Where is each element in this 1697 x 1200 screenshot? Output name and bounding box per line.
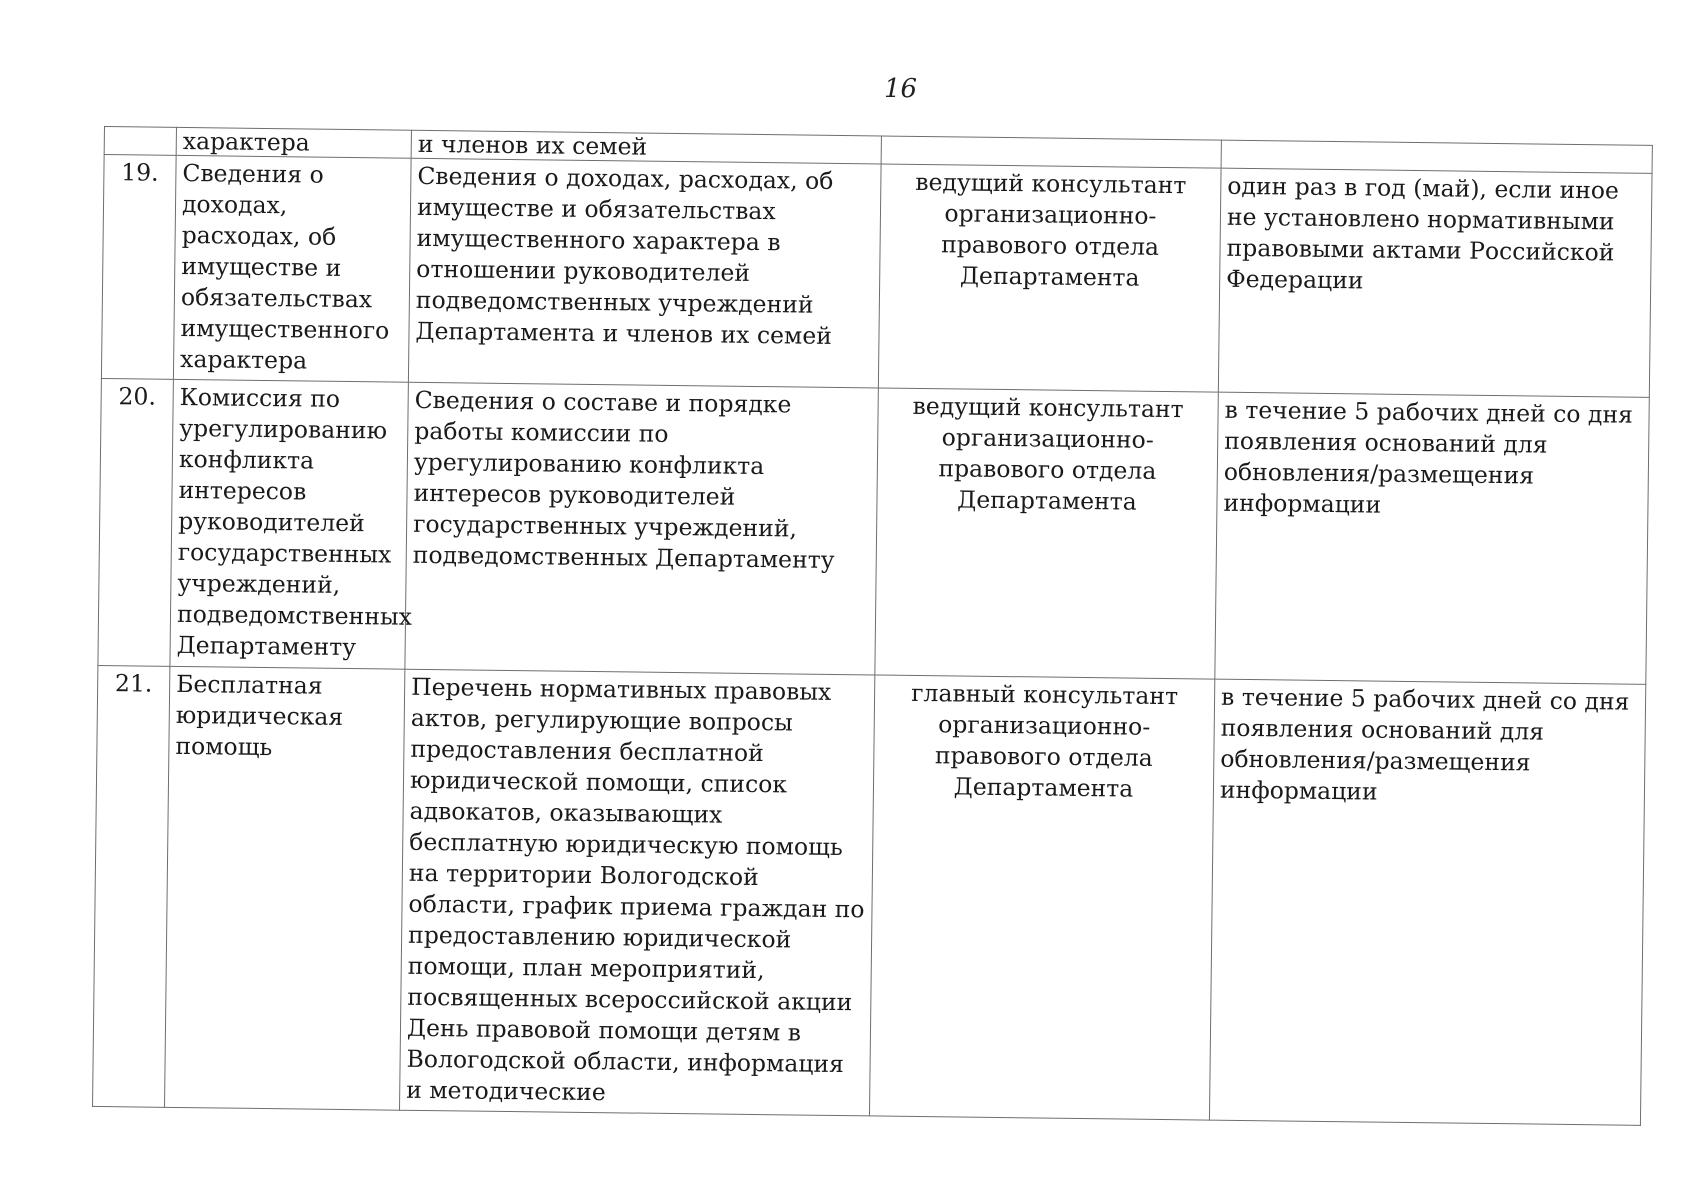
- cell-deadline: один раз в год (май), если иное не установлено нормативными правовыми актами Российской Федерации: [1218, 168, 1652, 397]
- cell-name: характера: [176, 127, 411, 158]
- cell-number: 19.: [101, 155, 176, 380]
- cell-number: [104, 127, 176, 156]
- cell-responsible: ведущий консультант организационно-правового отдела Департамента: [875, 388, 1218, 679]
- table-row: [98, 378, 1649, 684]
- cell-description: Сведения о доходах, расходах, об имуществе и обязательствах имущественного характера в отношении руководителей подведомственных учреждений Департамента и членов их семей: [408, 158, 881, 388]
- information-table: [92, 126, 1653, 1126]
- table-row: [101, 155, 1652, 398]
- cell-description: и членов их семей: [411, 130, 881, 164]
- cell-description: Сведения о составе и порядке работы комиссии по урегулированию конфликта интересов руководителей государственных учреждений, подведомственных Департаменту: [405, 382, 878, 675]
- cell-number: 20.: [98, 378, 174, 666]
- cell-deadline: в течение 5 рабочих дней со дня появления оснований для обновления/размещения информации: [1215, 392, 1649, 684]
- cell-number: 21.: [93, 665, 170, 1107]
- cell-responsible: ведущий консультант организационно-правового отдела Департамента: [878, 164, 1221, 392]
- cell-description: Перечень нормативных правовых актов, регулирующие вопросы предоставления бесплатной юридической помощи, список адвокатов, оказывающих бесплатную юридическую помощь на территории Вологодской области, график приема граждан по предоставлению юридической помощи, план мероприятий, посвященных всероссийской акции День правовой помощи детям в Вологодской области, информация и методические: [399, 669, 874, 1116]
- table-row: [93, 665, 1646, 1125]
- cell-deadline: в течение 5 рабочих дней со дня появления оснований для обновления/размещения информации: [1209, 679, 1645, 1125]
- cell-responsible: [881, 136, 1221, 168]
- document-table-wrapper: [92, 126, 1653, 1126]
- cell-name: Сведения о доходах, расходах, об имуществе и обязательствах имущественного характера: [173, 155, 411, 382]
- cell-name: Комиссия по урегулированию конфликта интересов руководителей государственных учреждений, подведомственных Департаменту: [170, 379, 408, 669]
- cell-name: Бесплатная юридическая помощь: [165, 666, 405, 1110]
- page-number: 16: [884, 74, 918, 104]
- cell-responsible: главный консультант организационно-правового отдела Департамента: [869, 675, 1214, 1120]
